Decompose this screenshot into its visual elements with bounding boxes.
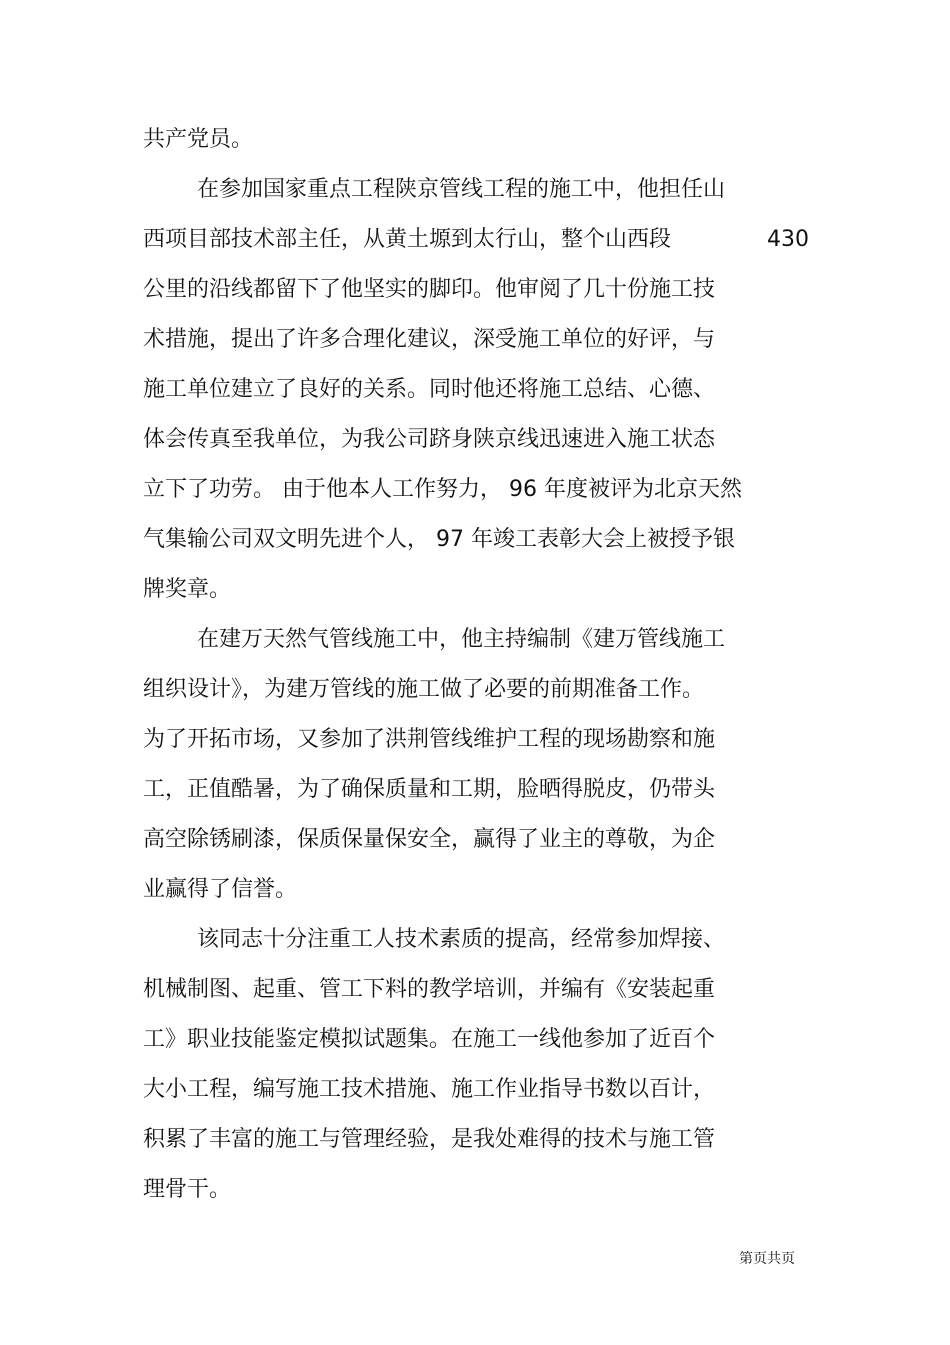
paragraph-line: 共产党员。 [143,127,254,152]
paragraph-line: 业赢得了信誉。 [143,877,298,902]
paragraph-line: 术措施，提出了许多合理化建议，深受施工单位的好评，与 [143,327,716,352]
paragraph-line: 为了开拓市场，又参加了洪荆管线维护工程的现场勘察和施 [143,727,716,752]
paragraph-line: 施工单位建立了良好的关系。同时他还将施工总结、心德、 [143,377,716,402]
paragraph-line: 立下了功劳。 由于他本人工作努力， 96 年度被评为北京天然 [143,477,742,502]
paragraph-line: 牌奖章。 [143,577,232,602]
paragraph-line-text: 西项目部技术部主任，从黄土塬到太行山，整个山西段 [143,227,672,252]
paragraph-line [143,225,809,255]
paragraph-line: 在建万天然气管线施工中，他主持编制《建万管线施工 [197,627,726,652]
paragraph-line: 高空除锈刷漆，保质保量保安全，赢得了业主的尊敬，为企 [143,827,716,852]
paragraph-line: 气集输公司双文明先进个人， 97 年竣工表彰大会上被授予银 [143,527,735,552]
paragraph-line: 在参加国家重点工程陕京管线工程的施工中，他担任山 [197,177,726,202]
paragraph-line: 大小工程，编写施工技术措施、施工作业指导书数以百计， [143,1077,716,1102]
paragraph-line: 公里的沿线都留下了他坚实的脚印。他审阅了几十份施工技 [143,277,716,302]
paragraph-line: 组织设计》，为建万管线的施工做了必要的前期准备工作。 [143,677,705,702]
paragraph-line-number: 430 [767,227,809,252]
paragraph-line: 理骨干。 [143,1177,232,1202]
paragraph-line: 积累了丰富的施工与管理经验，是我处难得的技术与施工管 [143,1127,716,1152]
paragraph-line: 工，正值酷暑，为了确保质量和工期，脸晒得脱皮，仍带头 [143,777,716,802]
paragraph-line: 机械制图、起重、管工下料的教学培训，并编有《安装起重 [143,977,716,1002]
paragraph-line: 工》职业技能鉴定模拟试题集。在施工一线他参加了近百个 [143,1027,716,1052]
paragraph-line: 体会传真至我单位，为我公司跻身陕京线迅速进入施工状态 [143,427,716,452]
page-footer: 第页共页 [739,1251,795,1267]
paragraph-line: 该同志十分注重工人技术素质的提高，经常参加焊接、 [197,927,726,952]
